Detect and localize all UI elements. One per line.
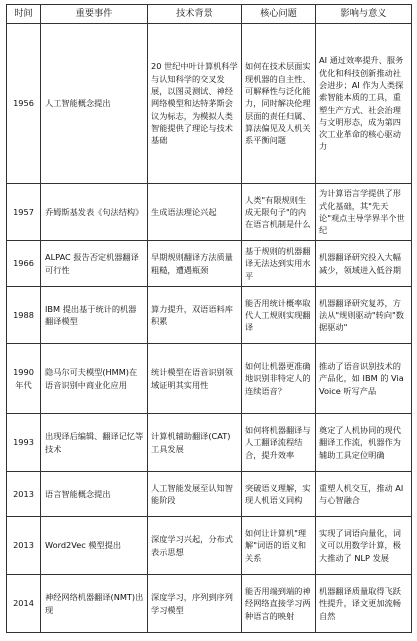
problem-cell: 如何让计算机"理解"词语的语义和关系 xyxy=(242,517,316,575)
problem-cell: 如何在技术层面实现机器的自主性、可解释性与泛化能力，同时解决伦理层面的责任归属、算法偏见及人机关系平衡问题 xyxy=(242,24,316,184)
year-cell: 1957 xyxy=(7,184,41,241)
header-year: 时间 xyxy=(7,5,41,24)
problem-cell: 突破语义理解，实现人机语义同构 xyxy=(242,472,316,517)
header-event: 重要事件 xyxy=(41,5,148,24)
impact-cell: 重塑人机交互，推动 AI 与心智融合 xyxy=(316,472,412,517)
year-cell: 2013 xyxy=(7,517,41,575)
history-table xyxy=(6,4,412,633)
header-row xyxy=(7,5,412,24)
year-cell: 1956 xyxy=(7,24,41,184)
year-cell: 1988 xyxy=(7,287,41,344)
background-cell: 生成语法理论兴起 xyxy=(148,184,242,241)
problem-cell: 如何让机器更准确地识别非特定人的连续语音？ xyxy=(242,344,316,414)
year-cell: 2014 xyxy=(7,575,41,633)
background-cell: 早期规则翻译方法质量粗糙，遭遇瓶颈 xyxy=(148,241,242,287)
header-impact: 影响与意义 xyxy=(316,5,412,24)
header-problem: 核心问题 xyxy=(242,5,316,24)
problem-cell: 人类"有限规则生成无限句子"的内在语言机制是什么 xyxy=(242,184,316,241)
event-cell: 出现译后编辑、翻译记忆等技术 xyxy=(41,414,148,472)
table-row xyxy=(7,344,412,414)
table-row xyxy=(7,24,412,184)
event-cell: 神经网络机器翻译(NMT)出现 xyxy=(41,575,148,633)
impact-cell: 为计算语言学提供了形式化基础，其"先天论"观点主导学界半个世纪 xyxy=(316,184,412,241)
problem-cell: 能否用端到端的神经网络直接学习两种语言的映射 xyxy=(242,575,316,633)
table-row xyxy=(7,517,412,575)
impact-cell: 推动了语音识别技术的产品化，如 IBM 的 ViaVoice 听写产品 xyxy=(316,344,412,414)
table-row xyxy=(7,575,412,633)
background-cell: 深度学习，序列到序列学习模型 xyxy=(148,575,242,633)
event-cell: 语言智能概念提出 xyxy=(41,472,148,517)
header-background: 技术背景 xyxy=(148,5,242,24)
problem-cell: 能否用统计概率取代人工规则实现翻译 xyxy=(242,287,316,344)
background-cell: 深度学习兴起，分布式表示思想 xyxy=(148,517,242,575)
table-row xyxy=(7,414,412,472)
table-row xyxy=(7,287,412,344)
background-cell: 计算机辅助翻译(CAT)工具发展 xyxy=(148,414,242,472)
problem-cell: 基于规则的机器翻译无法达到实用水平 xyxy=(242,241,316,287)
impact-cell: AI 通过效率提升、服务优化和科技创新推动社会进步；AI 作为人类探索智能本质的工具，重塑生产方式、社会治理与文明形态，成为第四次工业革命的核心驱动力 xyxy=(316,24,412,184)
year-cell: 1990年代 xyxy=(7,344,41,414)
event-cell: 乔姆斯基发表《句法结构》 xyxy=(41,184,148,241)
year-cell: 1966 xyxy=(7,241,41,287)
problem-cell: 如何将机器翻译与人工翻译流程结合，提升效率 xyxy=(242,414,316,472)
background-cell: 20 世纪中叶计算机科学与认知科学的交叉发展，以图灵测试、神经网络模型和达特茅斯会议为标志，为模拟人类智能提供了理论与技术基础 xyxy=(148,24,242,184)
background-cell: 算力提升，双语语料库积累 xyxy=(148,287,242,344)
impact-cell: 机器翻译研究投入大幅减少，领域进入低谷期 xyxy=(316,241,412,287)
background-cell: 人工智能发展至认知智能阶段 xyxy=(148,472,242,517)
year-cell: 1993 xyxy=(7,414,41,472)
table-row xyxy=(7,241,412,287)
event-cell: 人工智能概念提出 xyxy=(41,24,148,184)
table-row xyxy=(7,472,412,517)
year-cell: 2013 xyxy=(7,472,41,517)
impact-cell: 实现了词语向量化，词义可以用数学计算，极大推动了 NLP 发展 xyxy=(316,517,412,575)
impact-cell: 机器翻译研究复苏，方法从"规则驱动"转向"数据驱动" xyxy=(316,287,412,344)
event-cell: Word2Vec 模型提出 xyxy=(41,517,148,575)
table-row xyxy=(7,184,412,241)
impact-cell: 奠定了人机协同的现代翻译工作流，机器作为辅助工具定位明确 xyxy=(316,414,412,472)
impact-cell: 机器翻译质量取得飞跃性提升，译文更加流畅自然 xyxy=(316,575,412,633)
event-cell: 隐马尔可夫模型(HMM)在语音识别中商业化应用 xyxy=(41,344,148,414)
event-cell: ALPAC 报告否定机器翻译可行性 xyxy=(41,241,148,287)
background-cell: 统计模型在语音识别领域证明其实用性 xyxy=(148,344,242,414)
event-cell: IBM 提出基于统计的机器翻译模型 xyxy=(41,287,148,344)
